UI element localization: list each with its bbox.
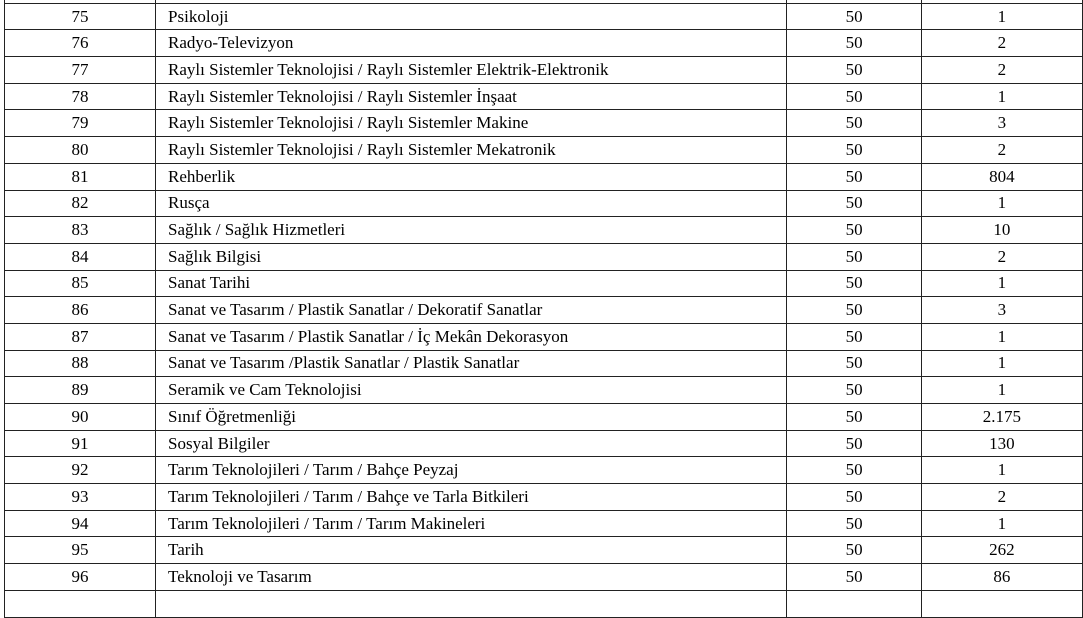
count-cell: 262: [921, 537, 1082, 564]
row-number-cell: 93: [5, 484, 156, 511]
program-name-cell: Raylı Sistemler Teknolojisi / Raylı Sistemler Mekatronik: [156, 137, 787, 164]
row-number-cell: 94: [5, 510, 156, 537]
table-row: [5, 30, 1083, 57]
program-name-cell: Rehberlik: [156, 163, 787, 190]
table-body: [5, 0, 1083, 617]
table-row: [5, 430, 1083, 457]
program-name-cell: Tarım Teknolojileri / Tarım / Tarım Makineleri: [156, 510, 787, 537]
count-cell: 1: [921, 190, 1082, 217]
value-cell: 50: [787, 350, 921, 377]
table-row: [5, 323, 1083, 350]
row-number-cell: 88: [5, 350, 156, 377]
table-row: [5, 57, 1083, 84]
table-row: [5, 377, 1083, 404]
value-cell: 50: [787, 457, 921, 484]
count-cell: 3: [921, 110, 1082, 137]
row-number-cell: 86: [5, 297, 156, 324]
count-cell: 3: [921, 297, 1082, 324]
table-row: [5, 83, 1083, 110]
value-cell: 50: [787, 377, 921, 404]
row-number-cell: 95: [5, 537, 156, 564]
program-name-cell: Rusça: [156, 190, 787, 217]
value-cell: 50: [787, 137, 921, 164]
table-row: [5, 537, 1083, 564]
table-row: [5, 590, 1083, 617]
count-cell: 10: [921, 217, 1082, 244]
value-cell: 50: [787, 510, 921, 537]
row-number-cell: 78: [5, 83, 156, 110]
count-cell: 2.175: [921, 404, 1082, 431]
value-cell: 50: [787, 484, 921, 511]
program-name-cell: Sosyal Bilgiler: [156, 430, 787, 457]
row-number-cell: 91: [5, 430, 156, 457]
program-name-cell: Sanat ve Tasarım / Plastik Sanatlar / Dekoratif Sanatlar: [156, 297, 787, 324]
value-cell: 50: [787, 430, 921, 457]
program-name-cell: Seramik ve Cam Teknolojisi: [156, 377, 787, 404]
table-row: [5, 404, 1083, 431]
table-row: [5, 190, 1083, 217]
value-cell: 50: [787, 30, 921, 57]
count-cell: 804: [921, 163, 1082, 190]
value-cell: 50: [787, 404, 921, 431]
row-number-cell: 75: [5, 3, 156, 30]
table-row: [5, 457, 1083, 484]
table-row: [5, 350, 1083, 377]
row-number-cell: 89: [5, 377, 156, 404]
value-cell: 50: [787, 243, 921, 270]
program-name-cell: Radyo-Televizyon: [156, 30, 787, 57]
table-row: [5, 163, 1083, 190]
row-number-cell: 96: [5, 564, 156, 591]
value-cell: 50: [787, 270, 921, 297]
row-number-cell: 87: [5, 323, 156, 350]
program-name-cell: Tarım Teknolojileri / Tarım / Bahçe ve Tarla Bitkileri: [156, 484, 787, 511]
row-number-cell: [5, 590, 156, 617]
table-row: [5, 297, 1083, 324]
program-name-cell: Raylı Sistemler Teknolojisi / Raylı Sistemler İnşaat: [156, 83, 787, 110]
row-number-cell: 83: [5, 217, 156, 244]
value-cell: 50: [787, 163, 921, 190]
table-row: [5, 3, 1083, 30]
row-number-cell: 80: [5, 137, 156, 164]
table-row: [5, 110, 1083, 137]
count-cell: 1: [921, 323, 1082, 350]
program-name-cell: Teknoloji ve Tasarım: [156, 564, 787, 591]
count-cell: 2: [921, 484, 1082, 511]
table-row: [5, 137, 1083, 164]
row-number-cell: 92: [5, 457, 156, 484]
document-table-container: [4, 0, 1083, 618]
value-cell: 50: [787, 110, 921, 137]
row-number-cell: 85: [5, 270, 156, 297]
count-cell: 1: [921, 350, 1082, 377]
count-cell: 130: [921, 430, 1082, 457]
value-cell: 50: [787, 323, 921, 350]
row-number-cell: 82: [5, 190, 156, 217]
program-name-cell: Sanat Tarihi: [156, 270, 787, 297]
row-number-cell: 79: [5, 110, 156, 137]
program-name-cell: Sınıf Öğretmenliği: [156, 404, 787, 431]
value-cell: [787, 590, 921, 617]
count-cell: [921, 590, 1082, 617]
row-number-cell: 81: [5, 163, 156, 190]
program-name-cell: Raylı Sistemler Teknolojisi / Raylı Sistemler Makine: [156, 110, 787, 137]
value-cell: 50: [787, 57, 921, 84]
program-name-cell: Sağlık / Sağlık Hizmetleri: [156, 217, 787, 244]
table-row: [5, 564, 1083, 591]
value-cell: 50: [787, 537, 921, 564]
count-cell: 1: [921, 270, 1082, 297]
row-number-cell: 77: [5, 57, 156, 84]
data-table: [4, 0, 1083, 618]
program-name-cell: Sağlık Bilgisi: [156, 243, 787, 270]
table-row: [5, 217, 1083, 244]
row-number-cell: 84: [5, 243, 156, 270]
table-row: [5, 484, 1083, 511]
count-cell: 2: [921, 57, 1082, 84]
value-cell: 50: [787, 217, 921, 244]
program-name-cell: Sanat ve Tasarım / Plastik Sanatlar / İç Mekân Dekorasyon: [156, 323, 787, 350]
count-cell: 1: [921, 457, 1082, 484]
count-cell: 86: [921, 564, 1082, 591]
value-cell: 50: [787, 190, 921, 217]
count-cell: 2: [921, 137, 1082, 164]
value-cell: 50: [787, 3, 921, 30]
program-name-cell: Psikoloji: [156, 3, 787, 30]
program-name-cell: Raylı Sistemler Teknolojisi / Raylı Sistemler Elektrik-Elektronik: [156, 57, 787, 84]
program-name-cell: [156, 590, 787, 617]
count-cell: 2: [921, 243, 1082, 270]
count-cell: 1: [921, 83, 1082, 110]
row-number-cell: 90: [5, 404, 156, 431]
table-row: [5, 270, 1083, 297]
value-cell: 50: [787, 564, 921, 591]
table-row: [5, 243, 1083, 270]
row-number-cell: 76: [5, 30, 156, 57]
program-name-cell: Tarım Teknolojileri / Tarım / Bahçe Peyzaj: [156, 457, 787, 484]
count-cell: 1: [921, 510, 1082, 537]
count-cell: 1: [921, 3, 1082, 30]
program-name-cell: Sanat ve Tasarım /Plastik Sanatlar / Plastik Sanatlar: [156, 350, 787, 377]
count-cell: 1: [921, 377, 1082, 404]
value-cell: 50: [787, 83, 921, 110]
program-name-cell: Tarih: [156, 537, 787, 564]
count-cell: 2: [921, 30, 1082, 57]
table-row: [5, 510, 1083, 537]
value-cell: 50: [787, 297, 921, 324]
